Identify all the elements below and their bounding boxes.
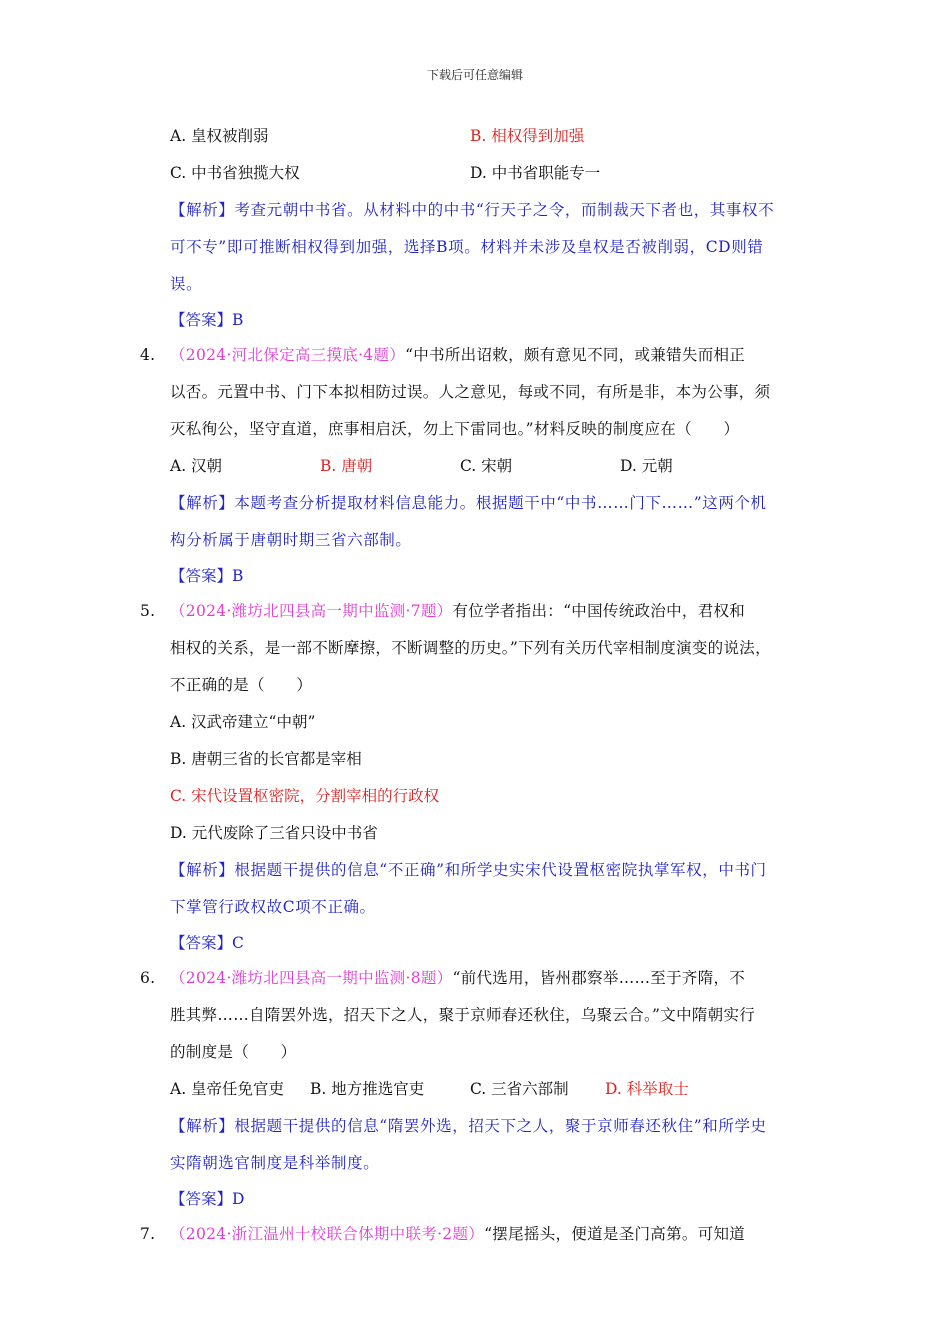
q3-explain-line: 误。 [170, 275, 203, 293]
q6-options [140, 1071, 820, 1108]
q4-stem-line: 以否。元置中书、门下本拟相防过误。人之意见，每或不同，有所是非，本为公事，须 [170, 383, 771, 401]
q5-option-d: D. 元代废除了三省只设中书省 [170, 824, 378, 842]
q6-stem-line: “前代选用，皆州郡察举……至于齐隋，不 [452, 969, 746, 987]
q6-option-a: A. 皇帝任免官吏 [170, 1080, 285, 1098]
q4-source: （2024·河北保定高三摸底·4题） [170, 346, 406, 364]
q4-number: 4. [140, 346, 156, 364]
q6-source: （2024·潍坊北四县高一期中监测·8题） [170, 969, 453, 987]
q5-explain-line: 下掌管行政权故C项不正确。 [170, 898, 376, 916]
q7-stem-line: “摆尾摇头，便道是圣门高第。可知道 [484, 1225, 746, 1243]
q4-option-b-correct: B. 唐朝 [320, 457, 373, 475]
q5-stem-line: 不正确的是（ ） [170, 676, 313, 694]
q7-number: 7. [140, 1225, 156, 1243]
q4-answer: 【答案】B [170, 567, 244, 585]
q5-explain-line: 【解析】根据题干提供的信息“不正确”和所学史实宋代设置枢密院执掌军权，中书门 [170, 861, 767, 879]
q3-option-d: D. 中书省职能专一 [470, 164, 601, 182]
q4-option-a: A. 汉朝 [170, 457, 223, 475]
q4-options [140, 448, 820, 485]
q6-stem [140, 960, 820, 1071]
q6-explain-line: 【解析】根据题干提供的信息“隋罢外选，招天下之人，聚于京师春还秋住”和所学史 [170, 1117, 767, 1135]
q6-stem-line: 胜其弊……自隋罢外选，招天下之人，聚于京师春还秋住，乌聚云合。”文中隋朝实行 [170, 1006, 756, 1024]
q3-explain-line: 可不专”即可推断相权得到加强，选择B项。材料并未涉及皇权是否被削弱，CD则错 [170, 238, 764, 256]
q5-explanation [140, 852, 820, 926]
q6-explain-line: 实隋朝选官制度是科举制度。 [170, 1154, 380, 1172]
q6-answer: 【答案】D [170, 1190, 245, 1208]
q3-explain-line: 【解析】考查元朝中书省。从材料中的中书“行天子之令，而制裁天下者也，其事权不 [170, 201, 775, 219]
q4-stem [140, 337, 820, 448]
q4-explanation [140, 485, 820, 559]
q3-option-a: A. 皇权被削弱 [170, 127, 269, 145]
q6-stem-line: 的制度是（ ） [170, 1043, 297, 1061]
q3-option-c: C. 中书省独揽大权 [170, 164, 300, 182]
document-body [140, 118, 820, 1253]
q6-option-b: B. 地方推选官吏 [310, 1080, 425, 1098]
q6-option-d-correct: D. 科举取士 [605, 1080, 689, 1098]
q3-explanation [140, 192, 820, 303]
download-note: 下载后可任意编辑 [426, 68, 523, 82]
q5-source: （2024·潍坊北四县高一期中监测·7题） [170, 602, 453, 620]
q4-stem-line: 灭私徇公，坚守直道，庶事相启沃，勿上下雷同也。”材料反映的制度应在（ ） [170, 420, 740, 438]
q7-source: （2024·浙江温州十校联合体期中联考·2题） [170, 1225, 485, 1243]
q3-answer: 【答案】B [170, 311, 244, 329]
q5-answer: 【答案】C [170, 934, 244, 952]
q5-stem-line: 有位学者指出：“中国传统政治中，君权和 [452, 602, 746, 620]
q4-explain-line: 【解析】本题考查分析提取材料信息能力。根据题干中“中书……门下……”这两个机 [170, 494, 767, 512]
q5-option-a: A. 汉武帝建立“中朝” [170, 713, 316, 731]
q5-number: 5. [140, 602, 156, 620]
q7-stem [140, 1216, 820, 1253]
q5-stem [140, 593, 820, 704]
q4-option-d: D. 元朝 [620, 457, 673, 475]
q3-option-b-correct: B. 相权得到加强 [470, 127, 585, 145]
q5-stem-line: 相权的关系，是一部不断摩擦，不断调整的历史。”下列有关历代宰相制度演变的说法， [170, 639, 771, 657]
q5-option-c-correct: C. 宋代设置枢密院，分割宰相的行政权 [170, 787, 440, 805]
q3-options-row-1 [140, 118, 820, 155]
q4-option-c: C. 宋朝 [460, 457, 513, 475]
q6-option-c: C. 三省六部制 [470, 1080, 569, 1098]
q6-explanation [140, 1108, 820, 1182]
q4-explain-line: 构分析属于唐朝时期三省六部制。 [170, 531, 412, 549]
q6-number: 6. [140, 969, 156, 987]
q3-options-row-2 [140, 155, 820, 192]
q5-option-b: B. 唐朝三省的长官都是宰相 [170, 750, 362, 768]
q4-stem-line: “中书所出诏敕，颇有意见不同，或兼错失而相正 [405, 346, 746, 364]
